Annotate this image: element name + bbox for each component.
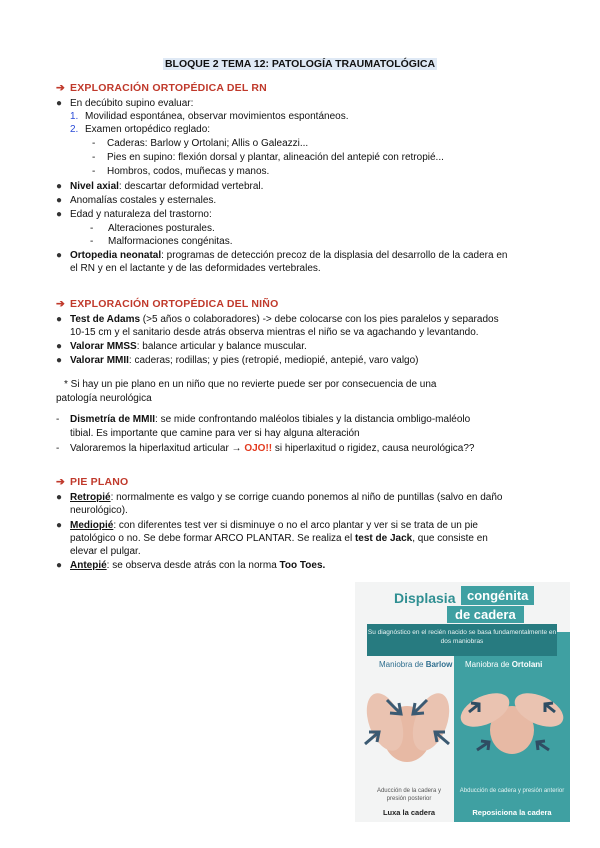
text-line: Dismetría de MMII: se mide confrontando maléolos tibiales y la distancia ombligo-maléolo [70, 414, 471, 425]
infographic-title-part: congénita [461, 586, 534, 605]
dash-marker: - [90, 236, 94, 247]
note-text: patología neurológica [56, 393, 152, 404]
hip-dysplasia-infographic [327, 582, 570, 822]
list-number: 1. [70, 111, 79, 122]
text-line: Anomalías costales y esternales. [70, 195, 217, 206]
dash-marker: - [90, 223, 94, 234]
bullet-icon: ● [56, 195, 63, 206]
text-line: tibial. Es importante que camine para ver si hay alguna alteración [70, 428, 360, 439]
text-line: Test de Adams (>5 años o colaboradores) -> debe colocarse con los pies paralelos y separados [70, 314, 499, 325]
bullet-icon: ● [56, 314, 63, 325]
arrow-icon [477, 741, 489, 750]
text-line: Valorar MMII: caderas; rodillas; y pies (retropié, mediopié, antepié, varo valgo) [70, 355, 419, 366]
infographic-title-part: de cadera [447, 606, 524, 623]
arrow-icon [365, 732, 379, 744]
text-line: Examen ortopédico reglado: [85, 124, 211, 135]
text-line: Movilidad espontánea, observar movimientos espontáneos. [85, 111, 349, 122]
bullet-icon: ● [56, 355, 63, 366]
text-line: Retropié: normalmente es valgo y se corrige cuando ponemos al niño de puntillas (salvo en daño [70, 492, 503, 503]
note-text: * Si hay un pie plano en un niño que no revierte puede ser por consecuencia de una [64, 379, 437, 390]
bullet-icon: ● [56, 520, 63, 531]
barlow-result: Luxa la cadera [382, 808, 436, 817]
section-heading-pie: ➔ PIE PLANO [56, 476, 129, 488]
dash-marker: - [92, 166, 96, 177]
section-heading-nino: ➔ EXPLORACIÓN ORTOPÉDICA DEL NIÑO [56, 298, 279, 310]
text-line: el RN y en el lactante y de las deformidades vertebrales. [70, 263, 321, 274]
infographic-title-part: Displasia [394, 590, 456, 606]
list-number: 2. [70, 124, 79, 135]
dash-marker: - [56, 443, 60, 454]
bullet-icon: ● [56, 98, 63, 109]
text-line: 10-15 cm y el sanitario desde atrás observa mientras el niño se va agachando y levantando. [70, 327, 479, 338]
bullet-icon: ● [56, 181, 63, 192]
barlow-label: Maniobra de Barlow [379, 660, 453, 669]
bullet-icon: ● [56, 250, 63, 261]
page-title: BLOQUE 2 TEMA 12: PATOLOGÍA TRAUMATOLÓGICA [164, 58, 436, 70]
text-line: Hombros, codos, muñecas y manos. [107, 166, 270, 177]
text-line: Valoraremos la hiperlaxitud articular → OJO!! si hiperlaxitud o rigidez, causa neurológica?? [70, 443, 475, 454]
bullet-icon: ● [56, 209, 63, 220]
dash-marker: - [92, 138, 96, 149]
dash-marker: - [92, 152, 96, 163]
text-line: Ortopedia neonatal: programas de detección precoz de la displasia del desarrollo de la cadera en [70, 250, 508, 261]
text-line: neurológico). [70, 505, 128, 516]
dash-marker: - [56, 414, 60, 425]
text-line: Malformaciones congénitas. [108, 236, 233, 247]
bullet-icon: ● [56, 492, 63, 503]
text-line: Antepié: se observa desde atrás con la norma Too Toes. [70, 560, 326, 571]
ortolani-result: Reposiciona la cadera [472, 808, 552, 817]
text-line: En decúbito supino evaluar: [70, 98, 194, 109]
text-line: Mediopié: con diferentes test ver si disminuye o no el arco plantar y ver si se trata de un pie [70, 520, 478, 531]
text-line: patológico o no. Se debe formar ARCO PLANTAR. Se realiza el test de Jack, que consiste en [70, 533, 488, 544]
text-line: elevar el pulgar. [70, 546, 141, 557]
infographic-banner: Su diagnóstico en el recién nacido se basa fundamentalmente en dos maniobras [367, 624, 557, 656]
text-line: Pies en supino: flexión dorsal y plantar, alineación del antepié con retropié... [107, 152, 444, 163]
text-line: Edad y naturaleza del trastorno: [70, 209, 212, 220]
arrow-icon [537, 741, 549, 750]
text-line: Alteraciones posturales. [108, 223, 215, 234]
maneuver-illustration [327, 582, 570, 822]
ortolani-caption: Abducción de cadera y presión anterior [459, 788, 565, 794]
bullet-icon: ● [56, 341, 63, 352]
text-line: Nivel axial: descartar deformidad vertebral. [70, 181, 264, 192]
text-line: Caderas: Barlow y Ortolani; Allis o Galeazzi... [107, 138, 309, 149]
ortolani-label: Maniobra de Ortolani [465, 660, 543, 669]
barlow-caption: Aducción de la cadera y presión posterior [376, 788, 442, 802]
bullet-icon: ● [56, 560, 63, 571]
section-heading-rn: ➔ EXPLORACIÓN ORTOPÉDICA DEL RN [56, 82, 267, 94]
text-line: Valorar MMSS: balance articular y balance muscular. [70, 341, 307, 352]
